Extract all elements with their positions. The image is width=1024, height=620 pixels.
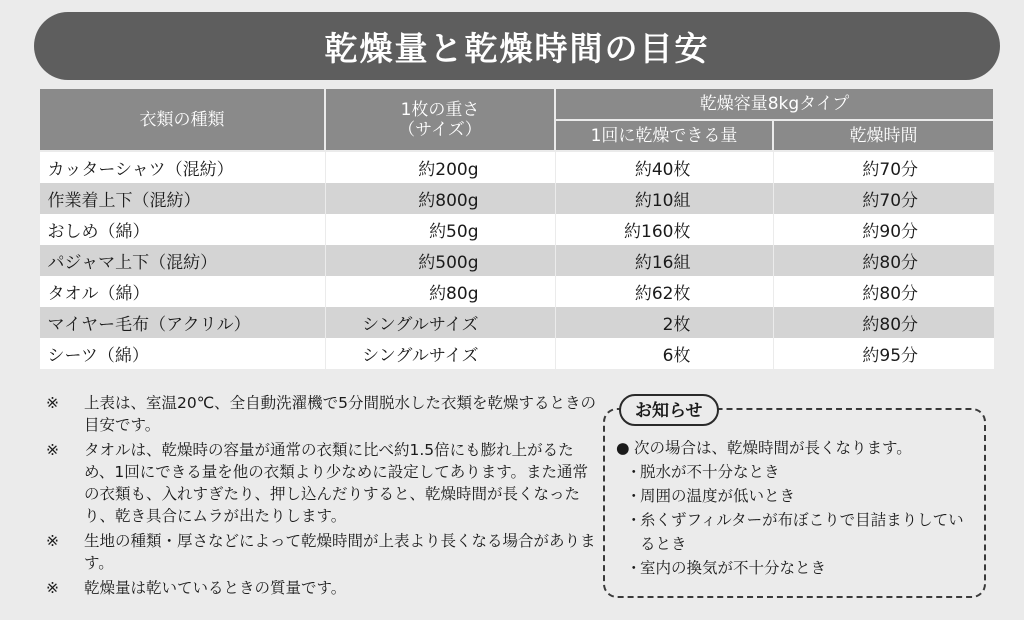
footnote-mark: ※ — [46, 579, 59, 597]
cell-weight: 約80g — [325, 276, 555, 307]
footnote-text: 上表は、室温20℃、全自動洗濯機で5分間脱水した衣類を乾燥するときの目安です。 — [84, 394, 596, 434]
cell-amount: 2枚 — [555, 307, 773, 338]
footnote-text: タオルは、乾燥時の容量が通常の衣類に比べ約1.5倍にも膨れ上がるため、1回にできる量を他の衣類より少なめに設定してあります。また通常の衣類も、入れすぎたり、押し込んだりすると、乾燥時間が長くなったり、乾き具合にムラが出たりします。 — [84, 441, 589, 525]
header-capacity-group: 乾燥容量8kgタイプ — [555, 88, 994, 120]
cell-time: 約80分 — [773, 245, 994, 276]
cell-amount: 約62枚 — [555, 276, 773, 307]
notice-item — [616, 508, 978, 556]
footnote — [46, 577, 598, 599]
cell-weight: 約50g — [325, 214, 555, 245]
cell-amount: 約40枚 — [555, 151, 773, 183]
header-amount: 1回に乾燥できる量 — [555, 120, 773, 151]
cell-time: 約70分 — [773, 151, 994, 183]
footnote-mark: ※ — [46, 441, 59, 459]
header-weight — [325, 88, 555, 151]
header-weight-line2: （サイズ） — [398, 119, 482, 140]
notice-lead-text: 次の場合は、乾燥時間が長くなります。 — [634, 439, 912, 457]
footnote-text: 乾燥量は乾いているときの質量です。 — [84, 579, 347, 597]
notice-lead — [616, 436, 978, 460]
table-row — [39, 183, 994, 214]
cell-amount: 約10組 — [555, 183, 773, 214]
cell-amount: 約16組 — [555, 245, 773, 276]
footnote-mark: ※ — [46, 532, 59, 550]
footnote-text: 生地の種類・厚さなどによって乾燥時間が上表より長くなる場合があります。 — [84, 532, 596, 572]
table-row — [39, 338, 994, 369]
notice-item — [616, 460, 978, 484]
cell-clothing-type: タオル（綿） — [39, 276, 325, 307]
footnote — [46, 530, 598, 574]
notice-item — [616, 556, 978, 580]
header-weight-line1: 1枚の重さ — [400, 99, 480, 120]
cell-clothing-type: シーツ（綿） — [39, 338, 325, 369]
cell-weight: シングルサイズ — [325, 338, 555, 369]
notice-item-text: 室内の換気が不十分なとき — [640, 559, 827, 577]
list-bullet-icon: ・ — [626, 463, 642, 481]
footnote-mark: ※ — [46, 394, 59, 412]
drying-guide-table — [38, 87, 995, 369]
cell-clothing-type: パジャマ上下（混紡） — [39, 245, 325, 276]
list-bullet-icon: ・ — [626, 559, 642, 577]
notice-item-text: 糸くずフィルターが布ぼこりで目詰まりしているとき — [640, 511, 964, 553]
cell-weight: 約200g — [325, 151, 555, 183]
cell-time: 約80分 — [773, 307, 994, 338]
footnote — [46, 439, 598, 527]
cell-clothing-type: カッターシャツ（混紡） — [39, 151, 325, 183]
footnotes — [46, 392, 598, 602]
page-title: 乾燥量と乾燥時間の目安 — [324, 28, 710, 68]
cell-time: 約80分 — [773, 276, 994, 307]
title-banner — [34, 12, 1000, 80]
cell-time: 約95分 — [773, 338, 994, 369]
cell-clothing-type: マイヤー毛布（アクリル） — [39, 307, 325, 338]
cell-weight: 約500g — [325, 245, 555, 276]
table-row — [39, 307, 994, 338]
cell-amount: 6枚 — [555, 338, 773, 369]
cell-clothing-type: おしめ（綿） — [39, 214, 325, 245]
header-time: 乾燥時間 — [773, 120, 994, 151]
footnote — [46, 392, 598, 436]
notice-item-text: 脱水が不十分なとき — [640, 463, 780, 481]
table-row — [39, 214, 994, 245]
notice-item-text: 周囲の温度が低いとき — [640, 487, 796, 505]
notice-content — [616, 436, 978, 580]
notice-label: お知らせ — [619, 394, 719, 426]
notice-item — [616, 484, 978, 508]
header-clothing-type: 衣類の種類 — [39, 88, 325, 151]
table-row — [39, 151, 994, 183]
cell-clothing-type: 作業着上下（混紡） — [39, 183, 325, 214]
cell-time: 約70分 — [773, 183, 994, 214]
cell-weight: 約800g — [325, 183, 555, 214]
table-row — [39, 245, 994, 276]
list-bullet-icon: ・ — [626, 487, 642, 505]
table-row — [39, 276, 994, 307]
cell-amount: 約160枚 — [555, 214, 773, 245]
cell-weight: シングルサイズ — [325, 307, 555, 338]
list-bullet-icon: ・ — [626, 511, 642, 529]
bullet-icon: ● — [616, 439, 630, 457]
cell-time: 約90分 — [773, 214, 994, 245]
